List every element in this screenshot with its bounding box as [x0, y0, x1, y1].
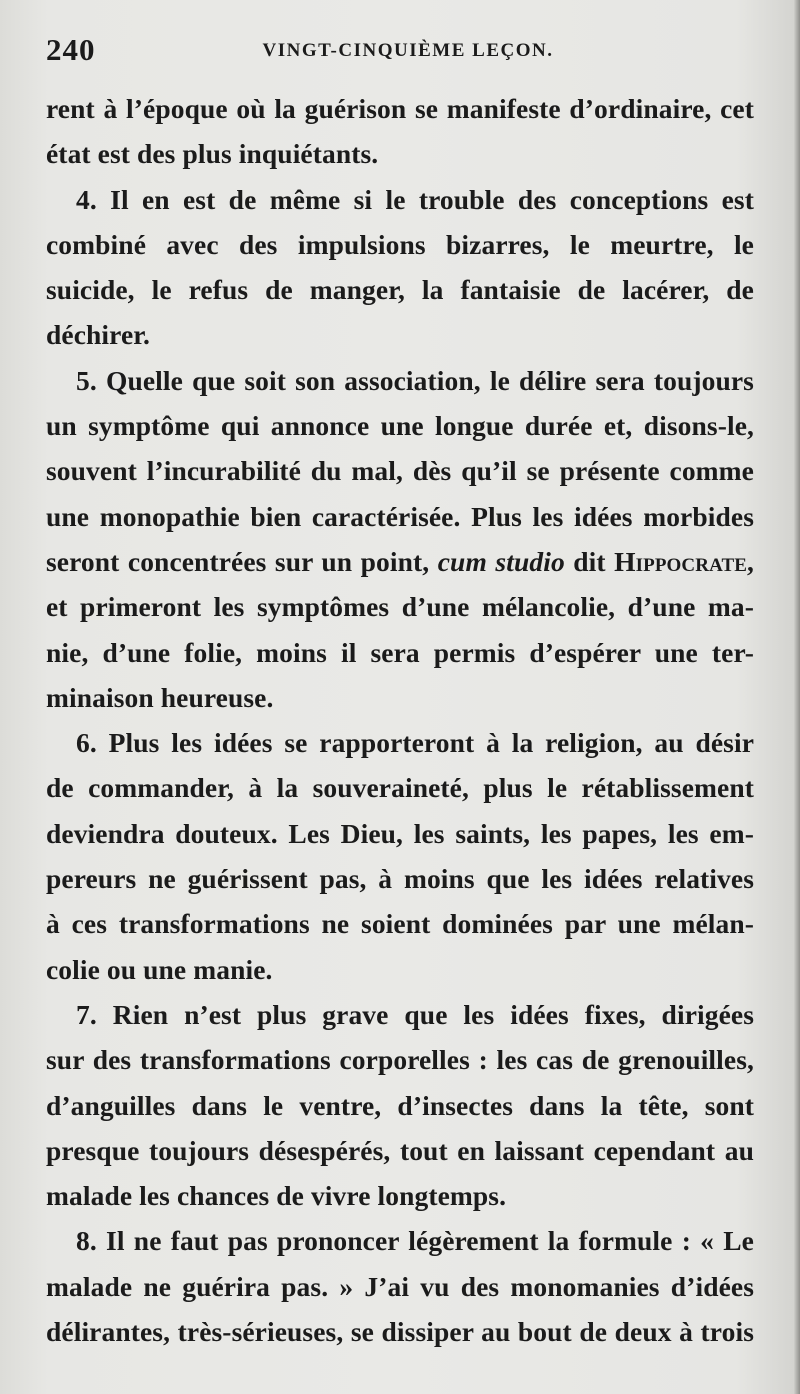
text-line: nie, d’une folie, moins il sera permis d’espérer une ter- [46, 636, 754, 668]
author-name: Hippocrate [614, 545, 748, 577]
text-segment: , [747, 545, 755, 577]
text-line: 8. Il ne faut pas prononcer légèrement la formule : « Le [76, 1225, 754, 1257]
text-line: presque toujours désespérés, tout en laissant cependant au [46, 1134, 754, 1166]
text-line: pereurs ne guérissent pas, à moins que les idées relatives [46, 863, 754, 895]
text-line: délirantes, très-sérieuses, se dissiper au bout de deux à trois [46, 1316, 754, 1348]
text-segment: seront concentrées sur un point, [46, 545, 438, 577]
text-line: suicide, le refus de manger, la fantaisie de lacérer, de [46, 274, 754, 306]
page-number: 240 [46, 32, 96, 67]
text-line: déchirer. [46, 319, 151, 351]
text-line: souvent l’incurabilité du mal, dès qu’il se présente comme [46, 455, 754, 487]
text-line: sur des transformations corporelles : les cas de grenouilles, [46, 1044, 754, 1076]
text-line: rent à l’époque où la guérison se manifeste d’ordinaire, cet [46, 93, 754, 124]
text-line: combiné avec des impulsions bizarres, le meurtre, le [46, 228, 754, 260]
text-line: 6. Plus les idées se rapporteront à la religion, au désir [76, 727, 754, 759]
text-line: deviendra douteux. Les Dieu, les saints, les papes, les em- [46, 817, 754, 849]
text-line: un symptôme qui annonce une longue durée et, disons-le, [46, 410, 754, 442]
text-line: colie ou une manie. [46, 953, 273, 985]
text-line: 7. Rien n’est plus grave que les idées fixes, dirigées [76, 998, 754, 1030]
page-edge-shadow [794, 0, 800, 1394]
text-line: malade ne guérira pas. » J’ai vu des monomanies d’idées [46, 1270, 754, 1302]
text-line: 4. Il en est de même si le trouble des conceptions est [76, 183, 754, 215]
text-line: minaison heureuse. [46, 681, 274, 713]
text-line: une monopathie bien caractérisée. Plus les idées morbides [46, 500, 754, 532]
text-line: état est des plus inquiétants. [46, 138, 379, 170]
chapter-title: VINGT-CINQUIÈME LEÇON. [262, 40, 554, 61]
text-line: à ces transformations ne soient dominées par une mélan- [46, 908, 754, 940]
running-head [44, 28, 754, 78]
text-line: malade les chances de vivre longtemps. [46, 1180, 507, 1212]
body-text [46, 86, 754, 1354]
text-line-with-citation [46, 539, 754, 584]
latin-phrase: cum studio [437, 545, 565, 577]
text-line: d’anguilles dans le ventre, d’insectes dans la tête, sont [46, 1089, 754, 1121]
text-line: de commander, à la souveraineté, plus le rétablissement [46, 772, 754, 804]
text-segment: dit [564, 545, 615, 577]
text-line: 5. Quelle que soit son association, le délire sera toujours [76, 364, 754, 396]
text-line: et primeront les symptômes d’une mélancolie, d’une ma- [46, 591, 754, 623]
